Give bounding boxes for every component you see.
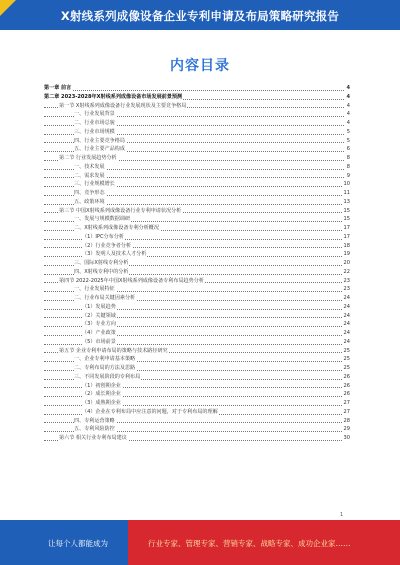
report-header-bar (0, 0, 400, 30)
toc-entry-label: （1）初创期企业 (82, 382, 121, 389)
toc-entry[interactable] (44, 408, 350, 417)
report-title: X射线系列成像设备企业专利申请及布局策略研究报告 (60, 9, 340, 23)
toc-entry-label: （3）成熟期企业 (82, 400, 121, 406)
toc-entry-label: （3）专业方向 (82, 321, 116, 328)
toc-entry-page: 4 (346, 120, 350, 126)
toc-entry[interactable] (44, 233, 350, 242)
toc-entry-page: 29 (343, 426, 350, 433)
toc-entry-label: （5）市场前景 (82, 338, 116, 345)
toc-entry-page: 5 (346, 128, 350, 135)
toc-entry[interactable] (44, 329, 350, 338)
toc-entry-page: 18 (343, 242, 350, 249)
toc-entry-page: 27 (343, 400, 350, 406)
toc-entry-page: 24 (343, 321, 350, 328)
toc-entry[interactable] (44, 128, 350, 137)
toc-entry-label: （2）行业竞争者分析 (82, 242, 132, 249)
toc-entry-label: 三、不同发展阶段的专利布局 (74, 373, 141, 380)
toc-entry[interactable] (44, 303, 350, 312)
toc-entry[interactable] (44, 102, 350, 111)
toc-entry-label: （1）发展趋势 (82, 303, 116, 310)
toc-entry[interactable] (44, 250, 350, 259)
toc-entry-label: 二、X射线系列成像设备专利分析概况 (74, 225, 159, 231)
toc-entry-page: 26 (343, 391, 350, 398)
toc-entry-page: 28 (343, 417, 350, 424)
toc-entry-label: 三、行业规模增长 (74, 181, 115, 188)
page-number: 1 (340, 512, 344, 518)
toc-entry[interactable] (44, 110, 350, 119)
toc-entry-label: 一、行业发展特征 (74, 286, 115, 293)
toc-entry-page: 20 (343, 260, 350, 266)
toc-entry[interactable] (44, 285, 350, 294)
toc-entry-label: 四、X射线专利中的分析 (74, 268, 129, 275)
footer-slogan-left: 让每个人都能成为 (48, 539, 108, 548)
toc-entry[interactable] (44, 93, 350, 102)
toc-entry-page: 4 (346, 93, 350, 100)
toc-entry-label: 三、行业市场规模 (74, 128, 115, 135)
toc-entry-label: 二、行业布局关键因素分析 (74, 295, 136, 301)
toc-entry-page: 8 (346, 155, 350, 161)
toc-entry[interactable] (44, 163, 350, 172)
toc-entry-page: 4 (346, 111, 350, 118)
toc-entry-page: 27 (343, 408, 350, 415)
toc-entry[interactable] (44, 119, 350, 128)
toc-entry-page: 15 (343, 216, 350, 223)
toc-entry-label: 四、专利运营策略 (74, 417, 115, 424)
toc-entry-page: 17 (343, 225, 350, 231)
toc-entry[interactable] (44, 434, 350, 443)
toc-entry-label: 五、专利风险防控 (74, 426, 115, 433)
toc-entry-page: 26 (343, 373, 350, 380)
toc-entry[interactable] (44, 399, 350, 408)
toc-entry-label: 一、行业发展背景 (74, 111, 115, 118)
toc-entry-page: 5 (346, 137, 350, 144)
toc-entry-label: （3）发明人及技术人才分析 (82, 251, 147, 258)
toc-entry-page: 22 (343, 268, 350, 275)
table-of-contents (44, 84, 350, 443)
toc-entry-page: 8 (346, 163, 350, 170)
toc-entry-label: 第五节 企业专利申请布局的策略与技术路径研究 (59, 347, 168, 354)
toc-entry-label: （1）IPC分布分析 (82, 233, 124, 240)
toc-entry[interactable] (44, 320, 350, 329)
toc-entry-label: 三、国际X射线专利分析 (74, 260, 129, 266)
toc-entry-page: 15 (343, 207, 350, 214)
toc-entry-label: 二、行业市场总貌 (74, 120, 115, 126)
toc-entry[interactable] (44, 180, 350, 189)
toc-entry[interactable] (44, 382, 350, 391)
toc-entry[interactable] (44, 417, 350, 426)
toc-entry-label: 二、需求发展 (74, 172, 105, 179)
toc-entry[interactable] (44, 242, 350, 251)
toc-entry-label: 第四节 2022-2025年中国X射线系列成像设备专利布局趋势分析 (59, 277, 204, 284)
toc-entry-label: 一、企业专利申请基本策略 (74, 356, 136, 363)
toc-entry[interactable] (44, 277, 350, 286)
toc-entry-page: 26 (343, 382, 350, 389)
toc-entry-page: 9 (346, 172, 350, 179)
toc-entry-label: 第一章 前言 (44, 85, 72, 91)
toc-entry[interactable] (44, 137, 350, 146)
toc-entry[interactable] (44, 259, 350, 268)
toc-entry[interactable] (44, 215, 350, 224)
toc-entry[interactable] (44, 373, 350, 382)
toc-entry-page: 23 (343, 277, 350, 284)
toc-entry-label: 四、竞争形态 (74, 190, 105, 196)
footer-banner (0, 520, 400, 565)
toc-entry-label: 一、发展与规模数据调研 (74, 216, 131, 223)
toc-entry-label: 第一节 X射线系列成像设备行业发展现状及主要竞争格局 (59, 102, 187, 109)
toc-entry-page: 30 (343, 435, 350, 441)
toc-entry-page: 25 (343, 347, 350, 354)
toc-entry-label: （2）成长期企业 (82, 391, 121, 398)
toc-entry[interactable] (44, 172, 350, 181)
toc-entry[interactable] (44, 355, 350, 364)
toc-entry[interactable] (44, 207, 350, 216)
toc-entry[interactable] (44, 390, 350, 399)
toc-entry-page: 25 (343, 356, 350, 363)
toc-entry-page: 23 (343, 286, 350, 293)
toc-entry-label: （4）产业政策 (82, 330, 116, 336)
toc-entry-page: 24 (343, 330, 350, 336)
toc-entry[interactable] (44, 312, 350, 321)
toc-entry-label: 一、技术发展 (74, 163, 105, 170)
toc-entry[interactable] (44, 364, 350, 373)
toc-entry[interactable] (44, 338, 350, 347)
toc-entry-page: 24 (343, 295, 350, 301)
toc-entry-label: 五、行业主要产品构成 (74, 146, 125, 153)
toc-entry-page: 25 (343, 365, 350, 371)
toc-entry[interactable] (44, 268, 350, 277)
toc-entry-label: 第二节 行业发展趋势分析 (59, 155, 117, 161)
toc-entry-page: 17 (343, 233, 350, 240)
toc-entry-label: 第三节 中国X射线系列成像设备行业专利申请状况分析 (59, 207, 182, 214)
toc-entry[interactable] (44, 84, 350, 93)
toc-entry-page: 24 (343, 303, 350, 310)
toc-entry-page: 24 (343, 312, 350, 319)
toc-entry-page: 13 (343, 198, 350, 205)
toc-entry-label: 五、政策环境 (74, 198, 105, 205)
toc-entry[interactable] (44, 425, 350, 434)
toc-entry-label: 四、行业主要竞争格局 (74, 137, 125, 144)
toc-entry-page: 24 (343, 338, 350, 345)
toc-entry[interactable] (44, 189, 350, 198)
toc-entry-label: （2）关键领域 (82, 312, 116, 319)
toc-entry[interactable] (44, 294, 350, 303)
toc-entry-page: 19 (343, 251, 350, 258)
toc-entry-page: 11 (343, 190, 350, 196)
toc-entry-page: 4 (346, 85, 350, 91)
toc-entry-label: （4）企业在专利布局中应注意的问题，对于专利布局的理解 (82, 408, 218, 415)
toc-entry-page: 4 (346, 102, 350, 109)
toc-entry-label: 第二章 2023-2028年X射线系列成像设备市场发展前景预测 (44, 93, 183, 100)
toc-entry[interactable] (44, 224, 350, 233)
toc-entry-page: 10 (343, 181, 350, 188)
toc-leader-dots (44, 90, 344, 91)
footer-slogan-right: 行业专家、管理专家、营销专家、战略专家、成功企业家…… (148, 539, 351, 548)
toc-entry-page: 6 (346, 146, 350, 153)
toc-entry[interactable] (44, 347, 350, 356)
toc-entry-label: 二、专利布局的方法及思路 (74, 365, 136, 371)
toc-heading: 内容目录 (170, 58, 230, 74)
toc-entry-label: 第六节 相关行业专利布局建议 (59, 435, 127, 441)
toc-entry[interactable] (44, 154, 350, 163)
toc-entry[interactable] (44, 145, 350, 154)
toc-entry[interactable] (44, 198, 350, 207)
